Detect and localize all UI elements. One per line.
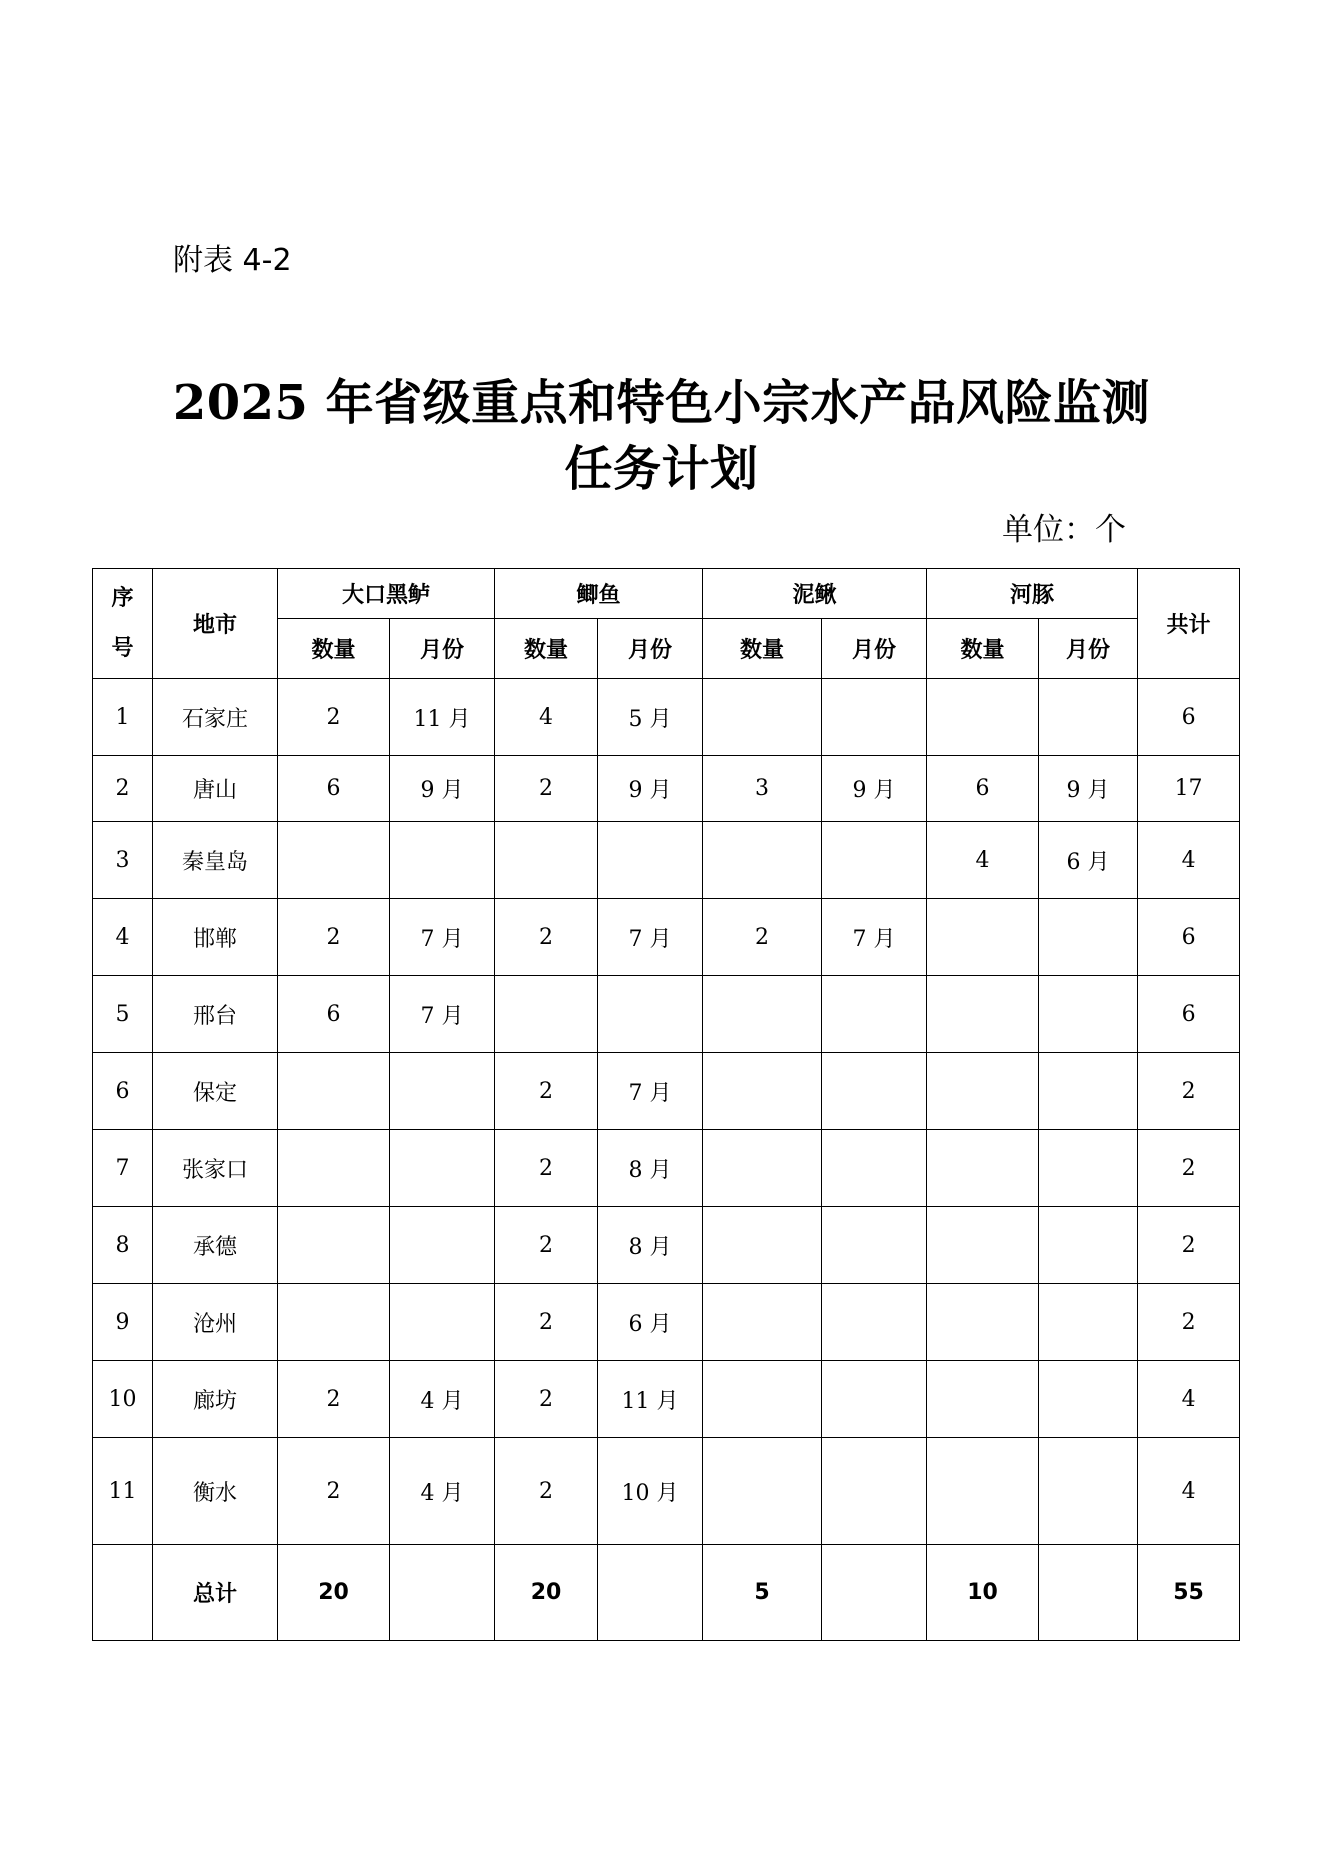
total-row [93, 1545, 1240, 1641]
month-cell: 7 月 [598, 1053, 703, 1130]
month-cell [822, 1130, 927, 1207]
header-month: 月份 [1039, 619, 1138, 679]
row-city: 沧州 [153, 1284, 278, 1361]
quantity-cell [278, 1053, 390, 1130]
quantity-cell: 2 [495, 1207, 598, 1284]
row-seq: 10 [93, 1361, 153, 1438]
header-species-loach: 泥鳅 [703, 569, 927, 619]
row-city: 邯郸 [153, 899, 278, 976]
table-row [93, 1438, 1240, 1545]
monitoring-plan-table [92, 568, 1240, 1641]
row-total: 6 [1138, 679, 1240, 756]
quantity-cell [703, 976, 822, 1053]
quantity-cell [927, 1207, 1039, 1284]
row-city: 唐山 [153, 756, 278, 822]
quantity-cell: 2 [278, 679, 390, 756]
quantity-cell [927, 1130, 1039, 1207]
row-city: 秦皇岛 [153, 822, 278, 899]
table-row [93, 1053, 1240, 1130]
total-month-cell [390, 1545, 495, 1641]
row-total: 4 [1138, 822, 1240, 899]
quantity-cell [278, 822, 390, 899]
table-row [93, 899, 1240, 976]
month-cell [822, 1207, 927, 1284]
header-quantity: 数量 [927, 619, 1039, 679]
row-city: 石家庄 [153, 679, 278, 756]
header-seq [93, 569, 153, 679]
total-quantity-cell: 20 [278, 1545, 390, 1641]
month-cell [822, 822, 927, 899]
header-city: 地市 [153, 569, 278, 679]
quantity-cell [495, 822, 598, 899]
month-cell [390, 1053, 495, 1130]
quantity-cell [703, 1438, 822, 1545]
header-species-crucian-carp: 鲫鱼 [495, 569, 703, 619]
row-total: 2 [1138, 1207, 1240, 1284]
table-row [93, 976, 1240, 1053]
table-row [93, 1284, 1240, 1361]
month-cell: 9 月 [822, 756, 927, 822]
total-quantity-cell: 20 [495, 1545, 598, 1641]
table-body [93, 679, 1240, 1641]
month-cell [822, 976, 927, 1053]
row-total: 6 [1138, 976, 1240, 1053]
month-cell: 8 月 [598, 1207, 703, 1284]
month-cell [1039, 1130, 1138, 1207]
month-cell [390, 822, 495, 899]
month-cell [822, 1361, 927, 1438]
table-row [93, 1361, 1240, 1438]
total-quantity-cell: 10 [927, 1545, 1039, 1641]
quantity-cell: 2 [495, 1361, 598, 1438]
quantity-cell [927, 679, 1039, 756]
row-seq: 9 [93, 1284, 153, 1361]
month-cell [1039, 1207, 1138, 1284]
document-title [0, 370, 1323, 502]
quantity-cell: 2 [495, 899, 598, 976]
table-row [93, 756, 1240, 822]
quantity-cell: 2 [495, 1438, 598, 1545]
quantity-cell: 2 [495, 1284, 598, 1361]
row-seq: 1 [93, 679, 153, 756]
quantity-cell [278, 1207, 390, 1284]
row-city: 保定 [153, 1053, 278, 1130]
quantity-cell: 6 [278, 756, 390, 822]
grand-total: 55 [1138, 1545, 1240, 1641]
month-cell [598, 822, 703, 899]
header-month: 月份 [822, 619, 927, 679]
row-total: 4 [1138, 1361, 1240, 1438]
row-total: 4 [1138, 1438, 1240, 1545]
header-row-species [93, 569, 1240, 619]
month-cell: 9 月 [598, 756, 703, 822]
quantity-cell: 2 [495, 1053, 598, 1130]
month-cell: 6 月 [598, 1284, 703, 1361]
total-month-cell [822, 1545, 927, 1641]
table-row [93, 1207, 1240, 1284]
month-cell: 7 月 [390, 899, 495, 976]
quantity-cell [703, 1053, 822, 1130]
header-seq-top: 序 [111, 585, 134, 611]
month-cell [822, 1053, 927, 1130]
quantity-cell: 2 [703, 899, 822, 976]
quantity-cell [703, 679, 822, 756]
header-quantity: 数量 [495, 619, 598, 679]
quantity-cell [703, 1130, 822, 1207]
month-cell [1039, 679, 1138, 756]
quantity-cell: 6 [278, 976, 390, 1053]
header-seq-bottom: 号 [111, 635, 134, 661]
month-cell: 4 月 [390, 1438, 495, 1545]
row-total: 6 [1138, 899, 1240, 976]
header-species-largemouth-bass: 大口黑鲈 [278, 569, 495, 619]
header-total: 共计 [1138, 569, 1240, 679]
quantity-cell [703, 1284, 822, 1361]
total-quantity-cell: 5 [703, 1545, 822, 1641]
row-seq: 8 [93, 1207, 153, 1284]
total-row-seq [93, 1545, 153, 1641]
month-cell: 10 月 [598, 1438, 703, 1545]
month-cell: 9 月 [390, 756, 495, 822]
quantity-cell [278, 1130, 390, 1207]
quantity-cell [495, 976, 598, 1053]
document-title-line-1: 2025 年省级重点和特色小宗水产品风险监测 [172, 375, 1151, 431]
quantity-cell [703, 1361, 822, 1438]
month-cell: 5 月 [598, 679, 703, 756]
month-cell [822, 1438, 927, 1545]
quantity-cell [703, 1207, 822, 1284]
month-cell: 7 月 [390, 976, 495, 1053]
row-total: 2 [1138, 1284, 1240, 1361]
quantity-cell: 3 [703, 756, 822, 822]
quantity-cell [927, 1438, 1039, 1545]
row-seq: 4 [93, 899, 153, 976]
quantity-cell: 4 [927, 822, 1039, 899]
month-cell [390, 1130, 495, 1207]
quantity-cell: 4 [495, 679, 598, 756]
row-seq: 6 [93, 1053, 153, 1130]
row-total: 2 [1138, 1130, 1240, 1207]
table-row [93, 1130, 1240, 1207]
row-seq: 2 [93, 756, 153, 822]
quantity-cell: 2 [278, 1361, 390, 1438]
month-cell: 11 月 [598, 1361, 703, 1438]
row-city: 衡水 [153, 1438, 278, 1545]
row-city: 张家口 [153, 1130, 278, 1207]
month-cell: 7 月 [598, 899, 703, 976]
row-city: 承德 [153, 1207, 278, 1284]
month-cell: 4 月 [390, 1361, 495, 1438]
table-row [93, 822, 1240, 899]
month-cell: 7 月 [822, 899, 927, 976]
header-species-pufferfish: 河豚 [927, 569, 1138, 619]
quantity-cell: 2 [495, 1130, 598, 1207]
quantity-cell [927, 976, 1039, 1053]
document-title-line-2: 任务计划 [564, 441, 759, 497]
quantity-cell: 6 [927, 756, 1039, 822]
quantity-cell [927, 899, 1039, 976]
month-cell: 9 月 [1039, 756, 1138, 822]
quantity-cell [927, 1284, 1039, 1361]
month-cell: 8 月 [598, 1130, 703, 1207]
quantity-cell [703, 822, 822, 899]
table-header [93, 569, 1240, 679]
month-cell [1039, 1438, 1138, 1545]
row-city: 邢台 [153, 976, 278, 1053]
header-month: 月份 [390, 619, 495, 679]
row-seq: 11 [93, 1438, 153, 1545]
month-cell [390, 1207, 495, 1284]
table-row [93, 679, 1240, 756]
month-cell [1039, 976, 1138, 1053]
header-quantity: 数量 [703, 619, 822, 679]
quantity-cell [927, 1361, 1039, 1438]
row-seq: 7 [93, 1130, 153, 1207]
quantity-cell: 2 [495, 756, 598, 822]
month-cell: 6 月 [1039, 822, 1138, 899]
month-cell [1039, 899, 1138, 976]
month-cell [598, 976, 703, 1053]
row-total: 2 [1138, 1053, 1240, 1130]
row-seq: 5 [93, 976, 153, 1053]
annex-label: 附表 4-2 [173, 243, 292, 278]
row-city: 廊坊 [153, 1361, 278, 1438]
quantity-cell: 2 [278, 899, 390, 976]
month-cell [822, 679, 927, 756]
row-total: 17 [1138, 756, 1240, 822]
month-cell [822, 1284, 927, 1361]
month-cell [1039, 1361, 1138, 1438]
quantity-cell [278, 1284, 390, 1361]
quantity-cell: 2 [278, 1438, 390, 1545]
quantity-cell [927, 1053, 1039, 1130]
total-month-cell [598, 1545, 703, 1641]
header-quantity: 数量 [278, 619, 390, 679]
total-month-cell [1039, 1545, 1138, 1641]
row-seq: 3 [93, 822, 153, 899]
unit-note: 单位：个 [1002, 512, 1126, 548]
total-row-label: 总计 [153, 1545, 278, 1641]
header-month: 月份 [598, 619, 703, 679]
month-cell: 11 月 [390, 679, 495, 756]
month-cell [1039, 1284, 1138, 1361]
month-cell [390, 1284, 495, 1361]
month-cell [1039, 1053, 1138, 1130]
